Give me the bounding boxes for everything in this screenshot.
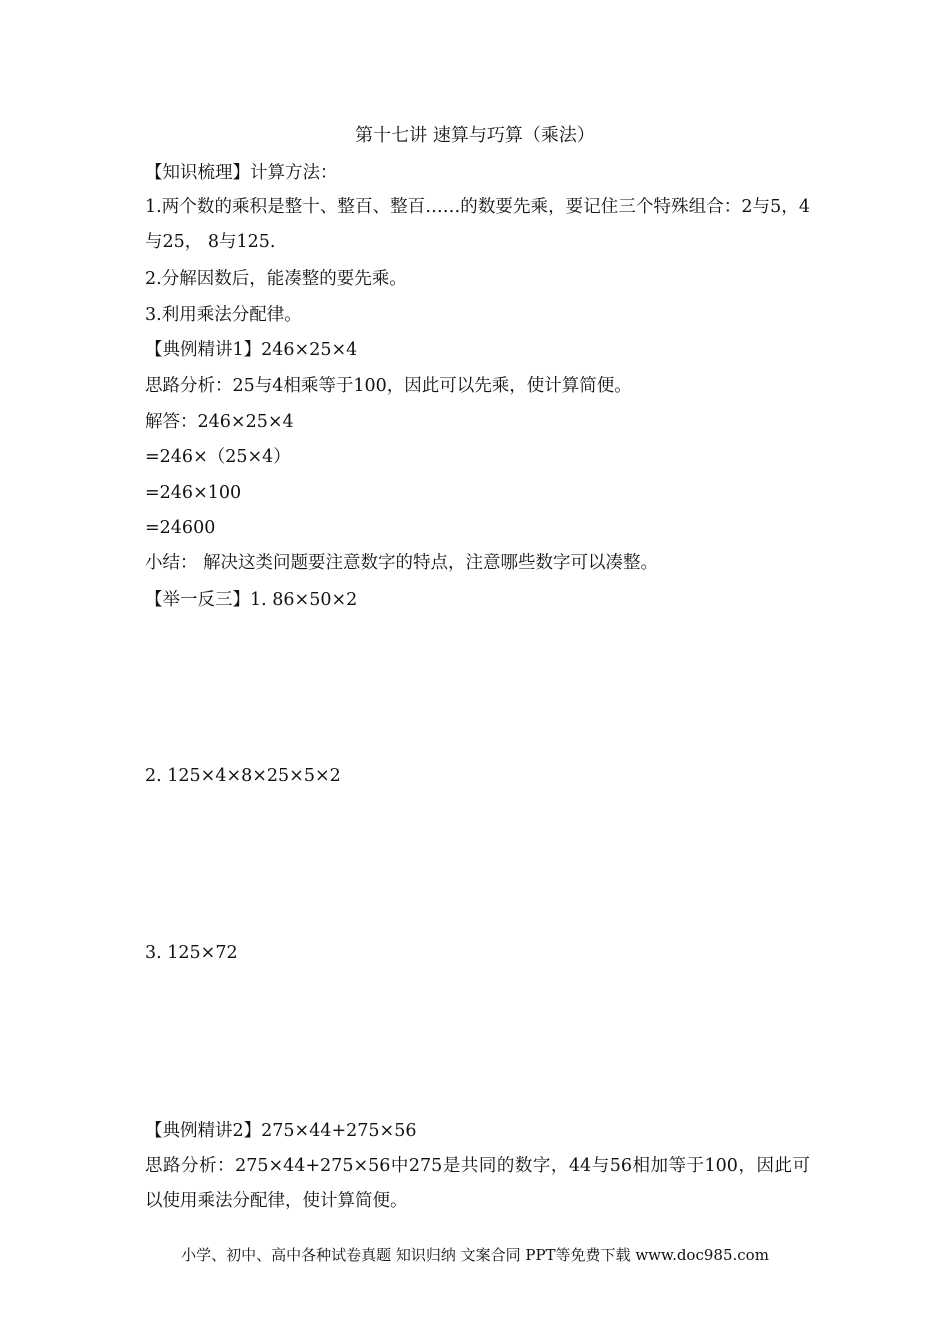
example1-analysis: 思路分析：25与4相乘等于100，因此可以先乘，使计算简便。 (145, 376, 632, 396)
example2-analysis: 思路分析：275×44+275×56中275是共同的数字，44与56相加等于100，因此可以使用乘法分配律，使计算简便。 (145, 1156, 810, 1211)
example1-answer-label: 解答：246×25×4 (145, 412, 294, 432)
practice-question-2: 2. 125×4×8×25×5×2 (145, 766, 341, 786)
knowledge-item-2: 2.分解因数后，能凑整的要先乘。 (145, 269, 407, 289)
footer-text: 小学、初中、高中各种试卷真题 知识归纳 文案合同 PPT等免费下载 www.doc985.com (181, 1246, 769, 1264)
example1-heading: 【典例精讲1】246×25×4 (145, 340, 358, 360)
knowledge-item-3: 3.利用乘法分配律。 (145, 305, 302, 325)
knowledge-item-1: 1.两个数的乘积是整十、整百、整百……的数要先乘，要记住三个特殊组合：2与5，4与25， 8与125. (145, 197, 810, 252)
knowledge-heading: 【知识梳理】计算方法： (145, 163, 338, 183)
practice-heading: 【举一反三】1. 86×50×2 (145, 590, 358, 610)
example2-heading: 【典例精讲2】275×44+275×56 (145, 1121, 417, 1141)
example1-step-3: =24600 (145, 518, 216, 538)
practice-question-3: 3. 125×72 (145, 943, 238, 963)
example1-step-1: =246×（25×4） (145, 447, 291, 467)
example1-summary: 小结： 解决这类问题要注意数字的特点，注意哪些数字可以凑整。 (145, 553, 659, 573)
example1-step-2: =246×100 (145, 483, 242, 503)
page-title: 第十七讲 速算与巧算（乘法） (355, 125, 595, 146)
